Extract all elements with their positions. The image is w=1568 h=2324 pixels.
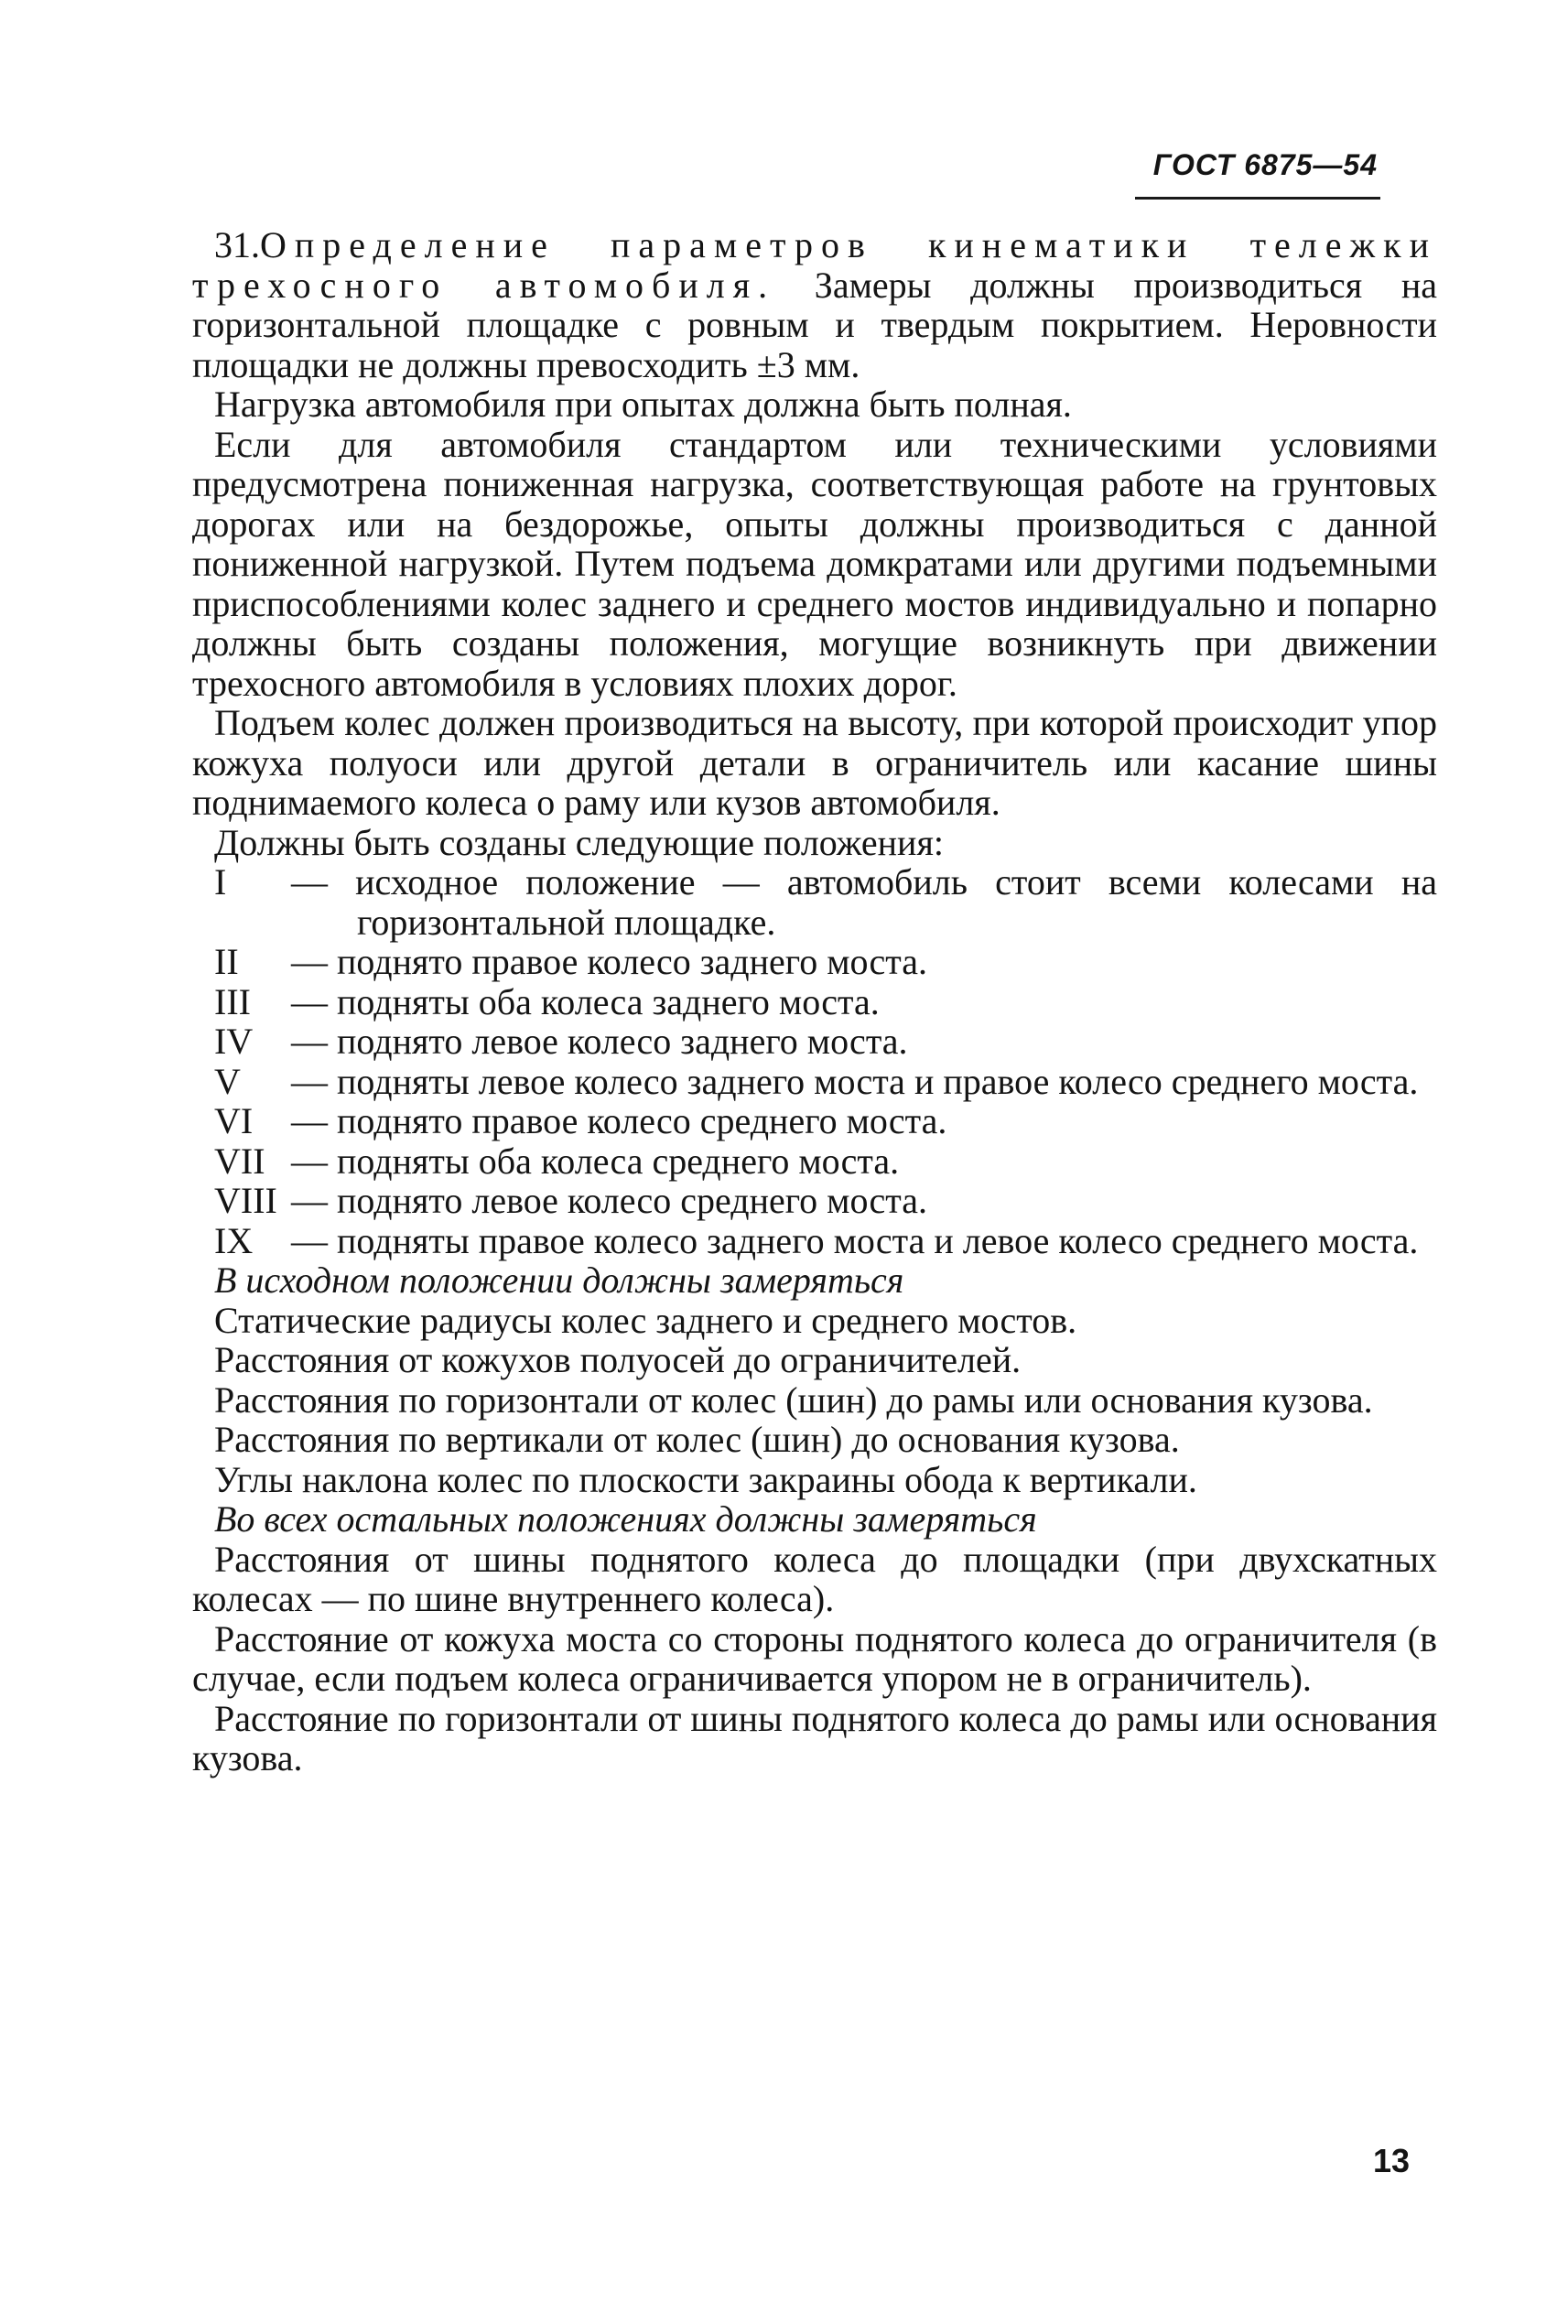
position-number: VI [214,1100,254,1141]
page-number: 13 [1373,2142,1411,2179]
initial-measurement-item: Расстояния по вертикали от колес (шин) до основания кузова. [214,1419,1180,1460]
position-text: — подняты левое колесо заднего моста и правое колесо среднего моста. [291,1060,1419,1102]
standard-header: ГОСТ 6875—54 [1152,148,1378,181]
position-text: — поднято правое колесо заднего моста. [291,941,927,982]
position-number: IX [214,1219,254,1261]
paragraph-wheel-lift: Подъем колес должен производиться на высоту, при которой происходит упор кожуха полуоси или другой детали в ограничитель или касание шины поднимаемого колеса о раму или кузов автомобиля. [192,702,1437,823]
positions-list [192,862,1437,1260]
position-number: II [214,941,239,982]
position-item [192,1141,1437,1182]
section-31-paragraph [192,225,1437,384]
position-item [192,1062,1437,1102]
position-number: VIII [214,1180,277,1221]
other-measurement-item: Расстояния от шины поднятого колеса до площадки (при двухскатных колесах — по шине внутреннего колеса). [192,1538,1437,1619]
position-text: — поднято левое колесо заднего моста. [291,1021,908,1062]
position-item [192,1221,1437,1261]
other-measurement-item: Расстояние от кожуха моста со стороны поднятого колеса до ограничителя (в случае, если подъем колеса ограничивается упором не в ограничитель). [192,1617,1437,1699]
position-item [192,1101,1437,1141]
other-positions-heading: Во всех остальных положениях должны замеряться [214,1498,1037,1540]
position-text: — подняты оба колеса заднего моста. [291,980,880,1022]
initial-measurement-item: Углы наклона колес по плоскости закраины обода к вертикали. [214,1458,1197,1500]
position-text: — поднято левое колесо среднего моста. [291,1180,927,1221]
other-measurement-item: Расстояние по горизонтали от шины поднятого колеса до рамы или основания кузова. [192,1697,1437,1778]
initial-measurement-item: Расстояния по горизонтали от колес (шин) до рамы или основания кузова. [214,1378,1373,1421]
initial-measurement-item: Статические радиусы колес заднего и среднего мостов. [214,1299,1077,1341]
section-title: Определение параметров кинематики тележки трехосного автомобиля. [192,224,1437,306]
position-number: VII [214,1140,265,1182]
position-text: — поднято правое колесо среднего моста. [291,1100,947,1141]
position-item [192,862,1437,942]
position-text: — подняты правое колесо заднего моста и левое колесо среднего моста. [291,1219,1419,1261]
section-number: 31. [214,224,260,265]
initial-position-heading: В исходном положении должны замеряться [214,1259,904,1301]
position-text: — исходное положение — автомобиль стоит всеми колесами на горизонтальной площадке. [291,861,1437,943]
paragraph-load: Нагрузка автомобиля при опытах должна быть полная. [214,384,1072,425]
paragraph-reduced-load: Если для автомобиля стандартом или техническими условиями предусмотрена пониженная нагрузка, соответствующая работе на грунтовых дорогах или на бездорожье, опыты должны производиться с данной пониженной нагрузкой. Путем подъема домкратами или другими подъемными приспособлениями колес заднего и среднего мостов индивидуально и попарно должны быть созданы положения, могущие возникнуть при движении трехосного автомобиля в условиях плохих дорог. [192,423,1437,704]
document-body [192,225,1437,1778]
paragraph-positions-intro: Должны быть созданы следующие положения: [214,821,944,863]
position-item [192,982,1437,1022]
header-underline [1135,197,1380,200]
position-item [192,942,1437,982]
position-number: V [214,1060,241,1102]
position-item [192,1021,1437,1062]
position-text: — подняты оба колеса среднего моста. [291,1140,900,1182]
position-number: IV [214,1021,254,1062]
section-text: Замеры должны производиться на горизонтальной площадке с ровным и твердым покрытием. Неровности площадки не должны превосходить ±3 мм. [192,264,1437,385]
position-number: III [214,980,251,1022]
position-item [192,1181,1437,1221]
initial-measurement-item: Расстояния от кожухов полуосей до ограничителей. [214,1339,1022,1380]
position-number: I [214,861,227,903]
